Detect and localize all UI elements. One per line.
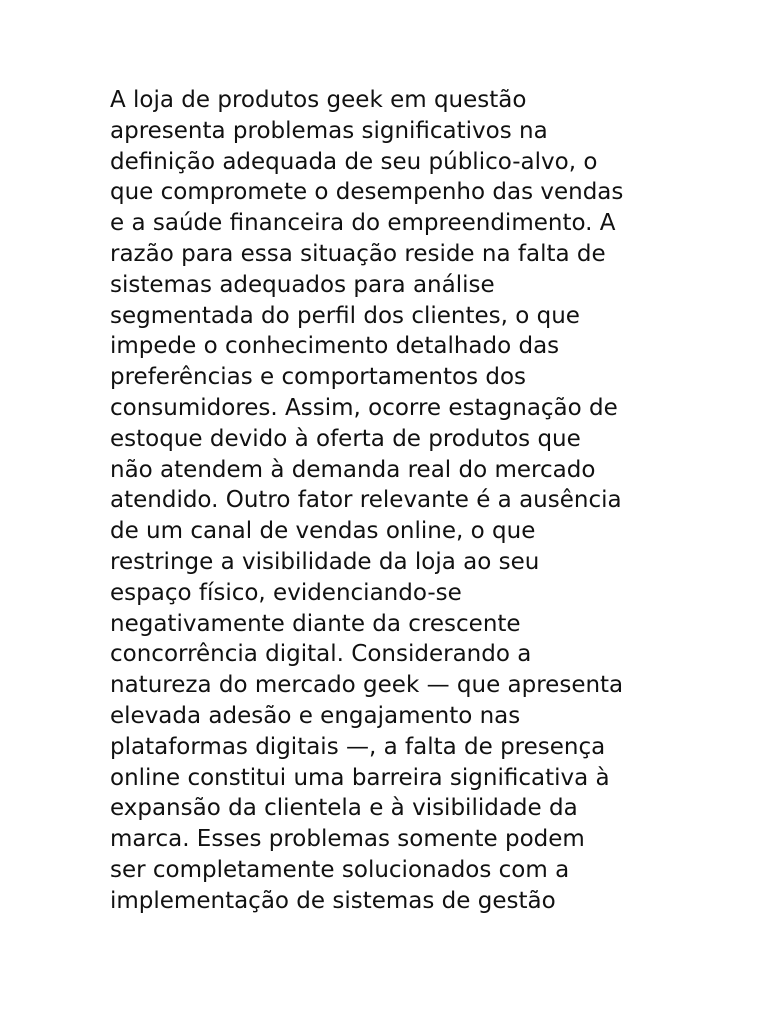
- text-line: A loja de produtos geek em questão: [110, 87, 527, 113]
- text-line: definição adequada de seu público-alvo, o: [110, 148, 598, 175]
- text-line: segmentada do perfil dos clientes, o que: [110, 302, 580, 329]
- text-line: atendido. Outro fator relevante é a ausência: [110, 487, 622, 514]
- text-line: não atendem à demanda real do mercado: [110, 456, 596, 483]
- text-line: negativamente diante da crescente: [110, 610, 521, 637]
- text-line: razão para essa situação reside na falta de: [110, 240, 606, 267]
- text-line: e a saúde financeira do empreendimento. A: [110, 210, 616, 237]
- text-line: espaço físico, evidenciando-se: [110, 579, 462, 606]
- text-line: expansão da clientela e à visibilidade da: [110, 795, 578, 822]
- text-line: concorrência digital. Considerando a: [110, 641, 532, 668]
- text-line: estoque devido à oferta de produtos que: [110, 425, 581, 452]
- text-line: ser completamente solucionados com a: [110, 856, 570, 883]
- text-line: implementação de sistemas de gestão: [110, 887, 556, 914]
- text-line: que compromete o desempenho das vendas: [110, 179, 624, 206]
- text-line: de um canal de vendas online, o que: [110, 518, 536, 545]
- text-line: impede o conhecimento detalhado das: [110, 333, 560, 360]
- text-line: elevada adesão e engajamento nas: [110, 702, 521, 729]
- text-line: consumidores. Assim, ocorre estagnação de: [110, 394, 618, 421]
- text-line: natureza do mercado geek — que apresenta: [110, 672, 624, 699]
- text-line: apresenta problemas significativos na: [110, 117, 548, 144]
- text-line: marca. Esses problemas somente podem: [110, 826, 585, 853]
- text-line: sistemas adequados para análise: [110, 271, 495, 298]
- text-line: preferências e comportamentos dos: [110, 364, 527, 391]
- text-line: plataformas digitais —, a falta de presença: [110, 733, 606, 760]
- body-paragraph: [110, 85, 670, 917]
- text-line: restringe a visibilidade da loja ao seu: [110, 548, 540, 575]
- text-line: online constitui uma barreira significativa à: [110, 764, 610, 791]
